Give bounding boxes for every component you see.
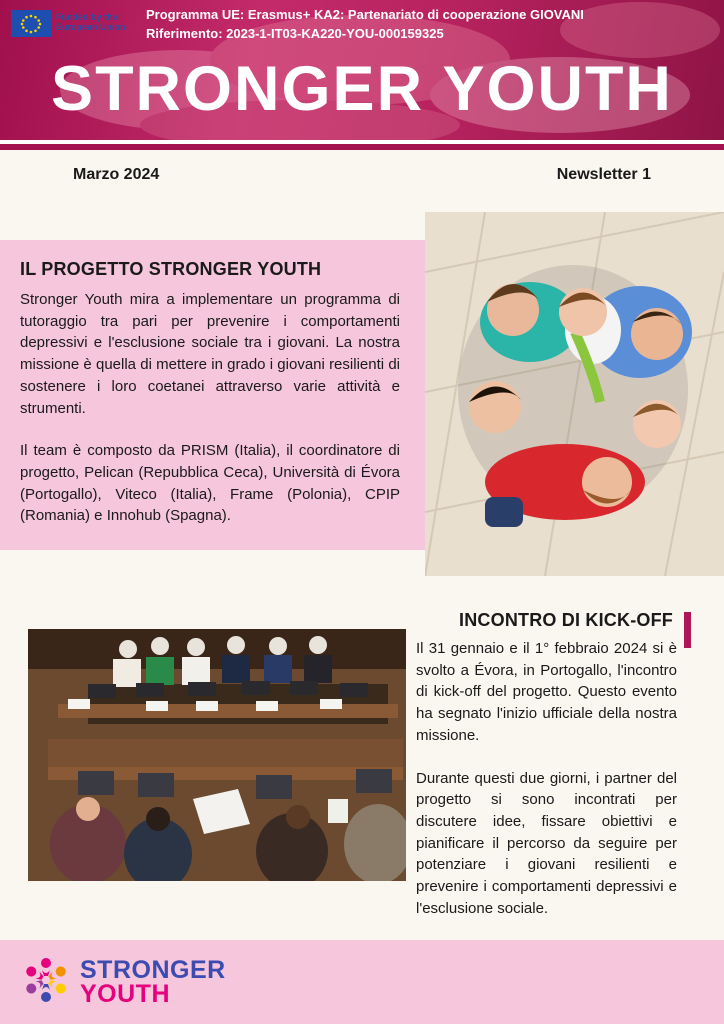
kickoff-heading: INCONTRO DI KICK-OFF: [459, 610, 673, 630]
eu-funding-label: Funded by the European Union: [56, 12, 126, 32]
stronger-youth-logo-icon: [20, 954, 72, 1006]
kickoff-body: [416, 638, 677, 919]
kickoff-meeting-photo: [28, 629, 406, 881]
youth-group-photo: [425, 212, 724, 576]
project-paragraph-2: Il team è composto da PRISM (Italia), il coordinatore di progetto, Pelican (Repubblica Ceca), Università di Évora (Portogallo), Viteco (Italia), Frame (Polonia), CPIP (Romania) e Innohub (Spagna).: [20, 442, 400, 525]
logo-word-youth: YOUTH: [80, 980, 170, 1008]
header-divider-magenta: [0, 144, 724, 150]
project-paragraph-1: Stronger Youth mira a implementare un programma di tutoraggio tra pari per prevenire i comportamenti depressivi e l'esclusione sociale tra i giovani. La nostra missione è quella di mettere in grado i giovani resilienti di sostenere i loro coetanei attraverso varie attività e strumenti.: [20, 291, 400, 417]
kickoff-paragraph-2: Durante questi due giorni, i partner del progetto si sono incontrati per discutere idee, fissare obiettivi e pianificare il percorso da seguire per potenziare i giovani resilienti e prevenire i comportamenti depressivi e l'esclusione sociale.: [416, 769, 677, 917]
header-banner: [0, 0, 724, 140]
eu-flag-icon: [11, 10, 51, 37]
footer: [0, 940, 724, 1024]
logo-word-stronger: STRONGER: [80, 956, 226, 984]
programme-info: [146, 5, 584, 43]
programme-line: Programma UE: Erasmus+ KA2: Partenariato di cooperazione GIOVANI: [146, 7, 584, 22]
reference-line: Riferimento: 2023-1-IT03-KA220-YOU-000159325: [146, 26, 444, 41]
project-heading: IL PROGETTO STRONGER YOUTH: [20, 259, 322, 279]
issue-date: Marzo 2024: [73, 166, 160, 183]
project-section: [0, 240, 426, 550]
kickoff-paragraph-1: Il 31 gennaio e il 1° febbraio 2024 si è svolto a Évora, in Portogallo, l'incontro di kick-off del progetto. Questo evento ha segnato l'inizio ufficiale della nostra missione.: [416, 640, 677, 744]
issue-number: Newsletter 1: [556, 166, 651, 183]
project-body: [20, 289, 400, 527]
kickoff-accent-bar: [684, 612, 691, 648]
newsletter-title: STRONGER YOUTH: [51, 54, 673, 124]
footer-logo-wordmark: [80, 958, 226, 1006]
